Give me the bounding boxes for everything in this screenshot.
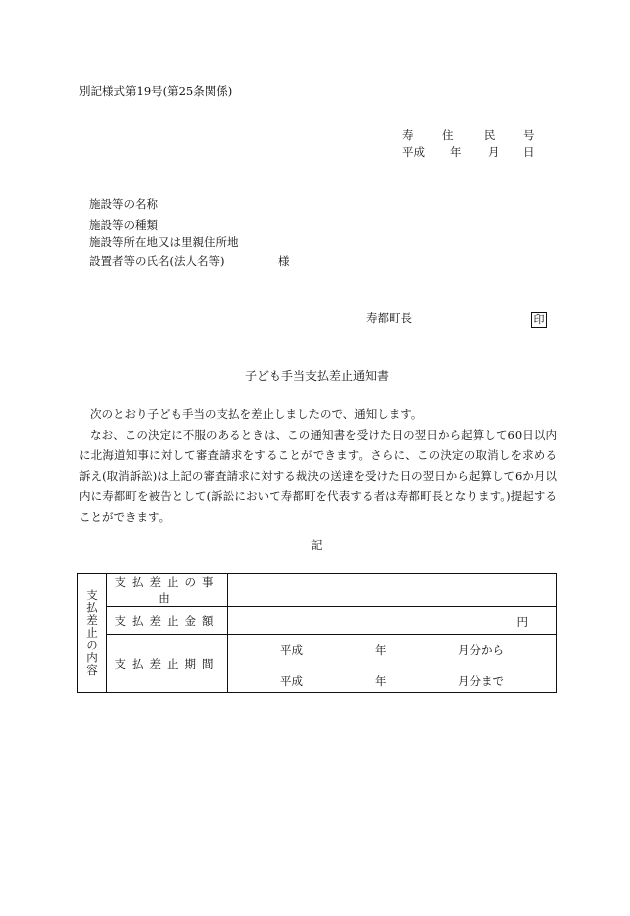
facility-address-label: 施設等所在地又は里親住所地: [89, 235, 239, 249]
form-reference: 別記様式第19号(第25条関係): [79, 84, 233, 98]
seal-mark: 印: [531, 312, 547, 328]
date-day: 日: [523, 145, 535, 159]
period-to-year: 年: [375, 674, 387, 688]
period-from-era: 平成: [280, 643, 303, 657]
period-label: 支払差止期間: [107, 635, 228, 693]
document-title: 子ども手当支払差止通知書: [245, 369, 390, 383]
details-table: [77, 573, 557, 693]
honorific: 様: [278, 254, 290, 268]
doc-number-part: 民: [484, 128, 496, 142]
period-to-era: 平成: [280, 674, 303, 688]
period-from-month: 月分から: [458, 643, 504, 657]
details-group-label: 支払差止の内容: [78, 574, 107, 693]
period-from-year: 年: [375, 643, 387, 657]
doc-number-part: 住: [442, 128, 454, 142]
amount-label: 支払差止金額: [107, 607, 228, 635]
period-to-month: 月分まで: [458, 674, 504, 688]
date-era: 平成: [402, 145, 425, 159]
date-month: 月: [488, 145, 500, 159]
facility-type-label: 施設等の種類: [89, 218, 158, 232]
amount-unit: 円: [516, 615, 528, 629]
ki-mark: 記: [311, 538, 323, 552]
operator-name-label: 設置者等の氏名(法人名等): [89, 254, 225, 268]
body-paragraph-2: なお、この決定に不服のあるときは、この通知書を受けた日の翌日から起算して60日以内に北海道知事に対して審査請求をすることができます。さらに、この決定の取消しを求める訴え(取消訴訟)は上記の審査請求に対する裁決の送達を受けた日の翌日から起算して6か月以内に寿都町を被告として(訴訟において寿都町を代表する者は寿都町長となります。)提起することができます。: [79, 427, 557, 524]
date-year: 年: [450, 145, 462, 159]
period-value: [228, 635, 557, 693]
doc-number-part: 寿: [402, 128, 414, 142]
amount-value: [228, 607, 557, 635]
reason-value: [228, 574, 557, 607]
doc-number-part: 号: [523, 128, 535, 142]
body-text: [79, 404, 557, 528]
body-paragraph-1: 次のとおり子ども手当の支払を差止しましたので、通知します。: [90, 407, 423, 421]
reason-label: 支払差止の事由: [107, 574, 228, 607]
issuer-title: 寿都町長: [366, 311, 412, 325]
facility-name-label: 施設等の名称: [89, 197, 158, 211]
